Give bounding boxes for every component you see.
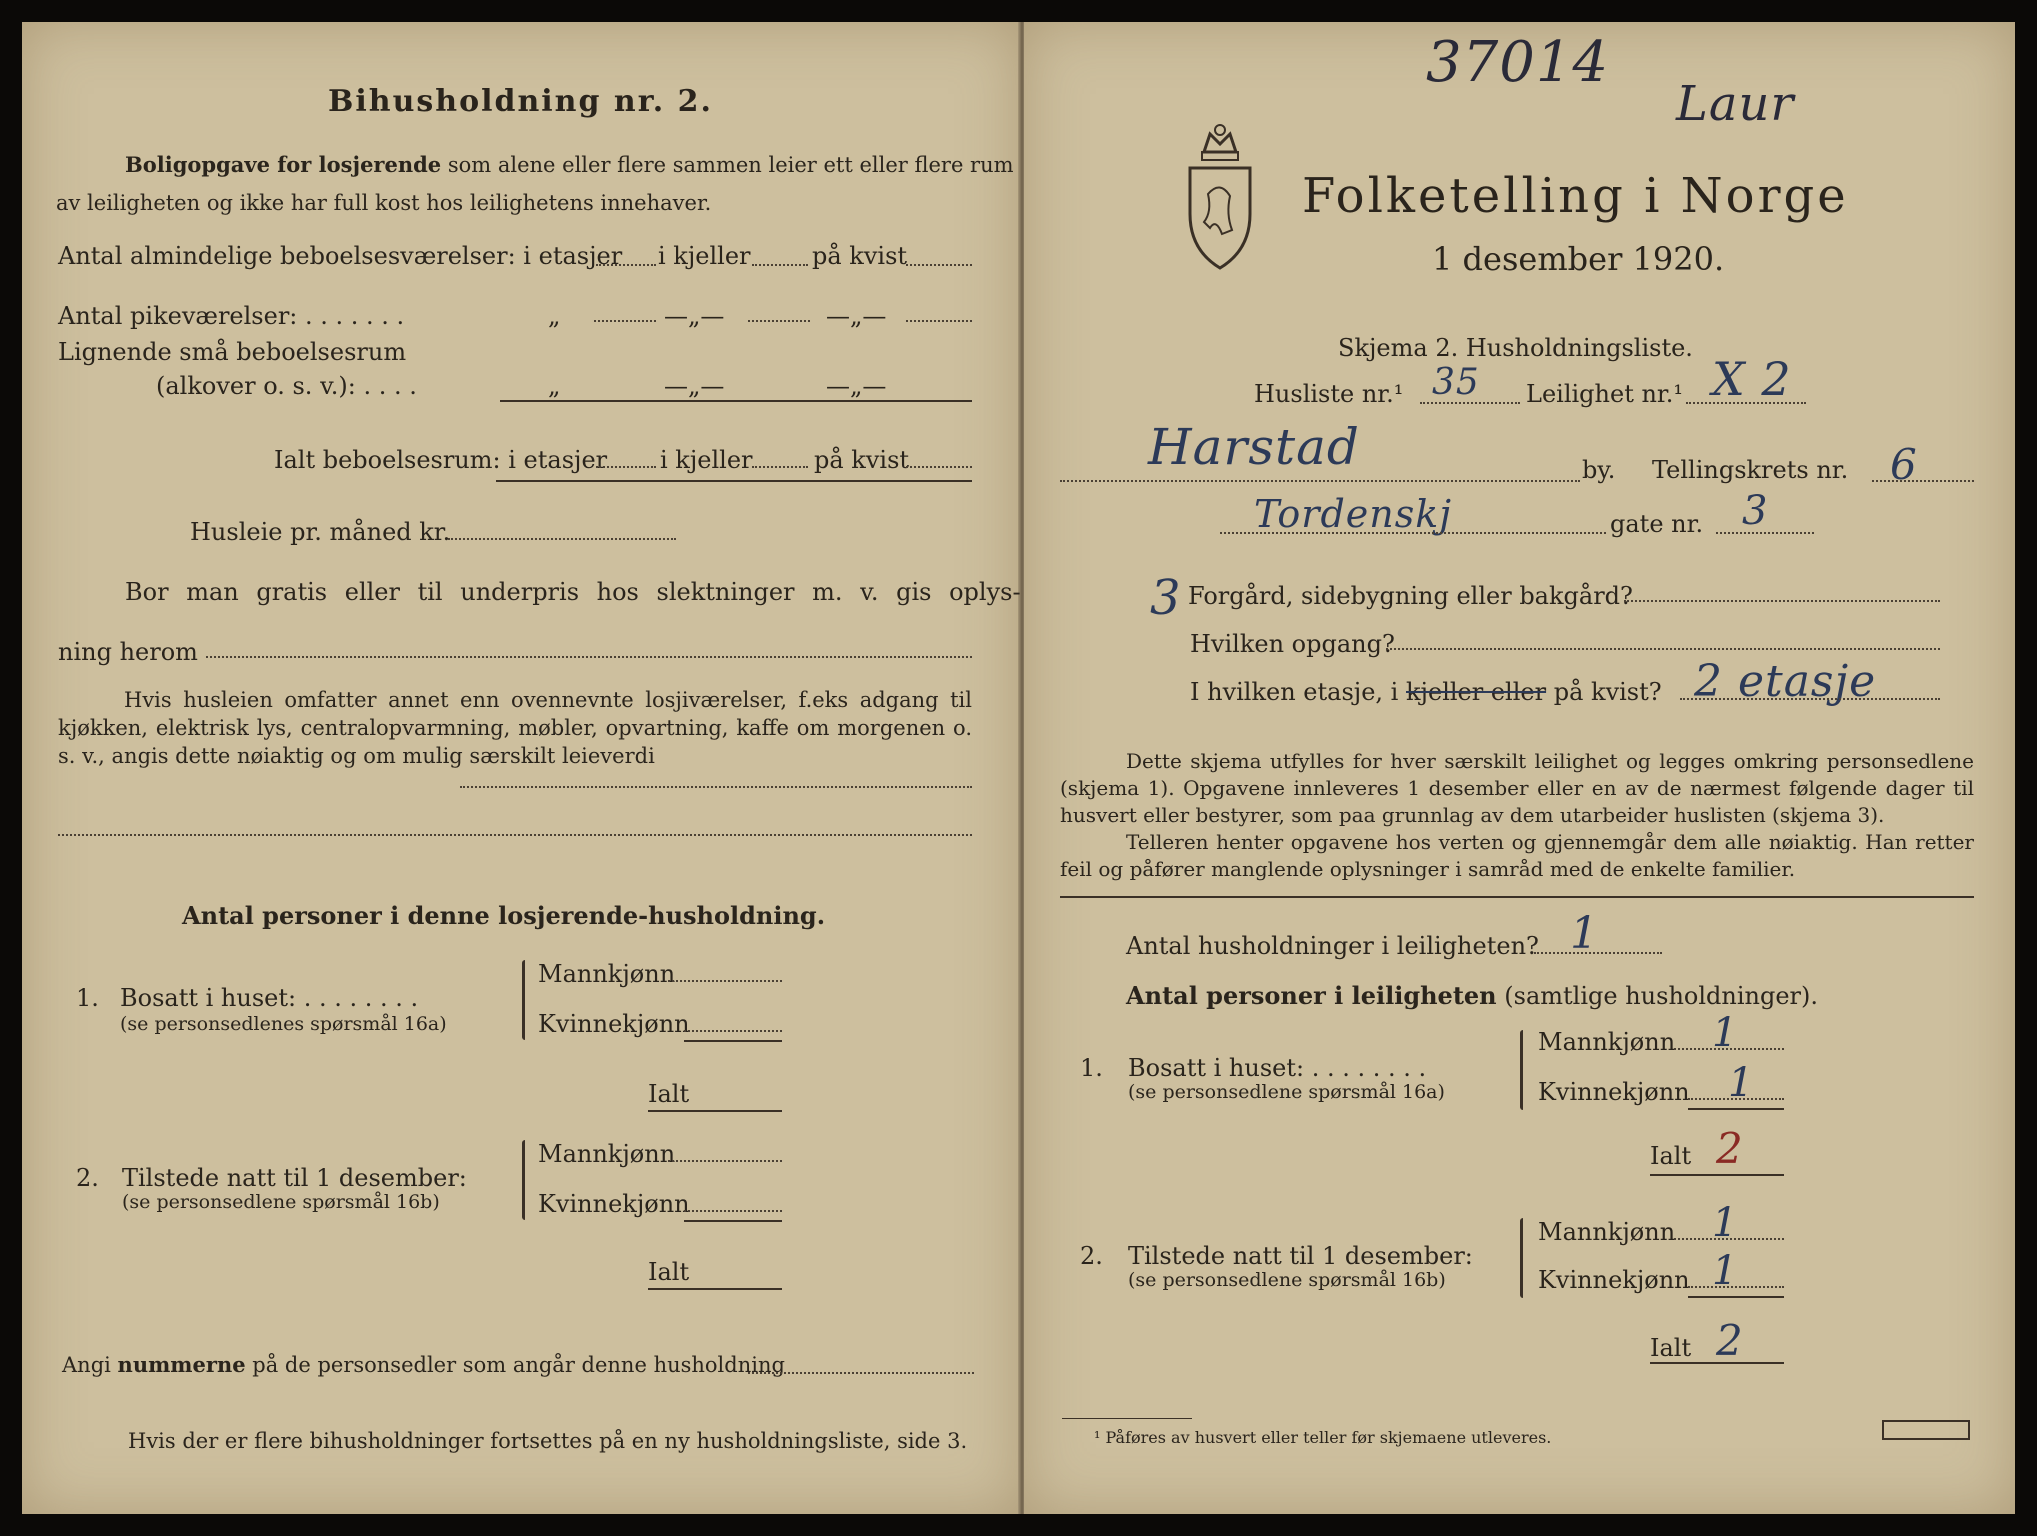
right-title: Folketelling i Norge <box>1302 168 1849 224</box>
left-q2-rule <box>684 1220 782 1222</box>
persons-heading-bold: Antal personer i leiligheten <box>1126 981 1497 1010</box>
right-q1-total-label: Ialt <box>1650 1142 1692 1170</box>
left-q2-label: Tilstede natt til 1 desember: <box>122 1164 467 1192</box>
krets-line <box>1872 480 1974 482</box>
intro-line-2: av leiligheten og ikke har full kost hos leilighetens innehaver. <box>56 191 712 215</box>
includes-line <box>460 786 972 788</box>
free-line-2: ning herom <box>58 638 198 666</box>
right-q1-sub: (se personsedlene spørsmål 16a) <box>1128 1081 1445 1103</box>
instructions-rule <box>1060 896 1974 898</box>
street-line <box>1220 532 1606 534</box>
right-q1-female-label: Kvinnekjønn <box>1538 1078 1690 1106</box>
angi-rest: på de personsedler som angår denne husholdning <box>252 1353 785 1377</box>
gate-value: 3 <box>1742 488 1769 534</box>
rooms-attic-label: på kvist <box>812 242 908 270</box>
maid-ditto-3: —„— <box>826 302 887 330</box>
rooms-cellar-label: i kjeller <box>658 242 751 270</box>
left-q2-female-label: Kvinnekjønn <box>538 1190 690 1218</box>
rooms-etasjer-line <box>596 264 656 266</box>
krets-value: 6 <box>1890 440 1918 489</box>
left-q2-male-line <box>668 1160 782 1162</box>
alcoves-label: (alkover o. s. v.): . . . . <box>156 372 417 400</box>
right-q2-male-value: 1 <box>1712 1200 1739 1246</box>
coat-of-arms-icon <box>1182 122 1258 272</box>
right-q2-male-line <box>1674 1238 1784 1240</box>
households-line <box>1534 952 1662 954</box>
left-q2-num: 2. <box>76 1164 99 1192</box>
alcove-ditto-2: —„— <box>664 372 725 400</box>
total-cellar-label: i kjeller <box>660 446 753 474</box>
left-q1-total-rule <box>648 1110 782 1112</box>
left-q1-sub: (se personsedlenes spørsmål 16a) <box>120 1013 447 1035</box>
right-q1-male-value: 1 <box>1712 1010 1739 1056</box>
left-q1-brace <box>522 960 525 1040</box>
printer-stamp <box>1882 1420 1970 1440</box>
left-q1-rule <box>684 1040 782 1042</box>
leilighet-line <box>1686 402 1806 404</box>
right-q1-male-line <box>1674 1048 1784 1050</box>
maid-line-1 <box>594 320 656 322</box>
forgard-mark: 3 <box>1150 570 1182 626</box>
includes-line-2 <box>58 834 972 836</box>
right-q1-rule <box>1688 1108 1784 1110</box>
rent-line <box>448 538 676 540</box>
right-q2-female-value: 1 <box>1712 1248 1739 1294</box>
right-q1-female-value: 1 <box>1728 1060 1755 1106</box>
handwritten-top: Laur <box>1676 76 1795 132</box>
instructions-p2: Telleren henter opgavene hos verten og gjennemgår dem alle nøiaktig. Han retter feil og påfører manglende oplysninger i samråd med de enkelte familier. <box>1060 830 1974 881</box>
left-q1-male-line <box>668 980 782 982</box>
maid-ditto-2: —„— <box>664 302 725 330</box>
leilighet-value: X 2 <box>1712 352 1792 406</box>
total-cellar-line <box>752 466 808 468</box>
town-value: Harstad <box>1148 418 1360 476</box>
free-line-1: Bor man gratis eller til underpris hos slektninger m. v. gis oplys- <box>125 578 1021 606</box>
right-q2-rule <box>1688 1296 1784 1298</box>
angi-bold: nummerne <box>117 1352 246 1377</box>
maid-line-2 <box>748 320 810 322</box>
etasje-fill <box>1680 698 1940 700</box>
etasje-label-pre: I hvilken etasje, i <box>1190 678 1399 706</box>
right-q2-num: 2. <box>1080 1242 1103 1270</box>
footnote: ¹ Påføres av husvert eller teller før skjemaene utleveres. <box>1094 1428 1552 1447</box>
alcove-ditto-3: —„— <box>826 372 887 400</box>
maid-line-3 <box>906 320 972 322</box>
right-q2-total-label: Ialt <box>1650 1334 1692 1362</box>
right-persons-heading <box>1126 982 1818 1010</box>
left-q2-total-rule <box>648 1288 782 1290</box>
town-line <box>1060 480 1580 482</box>
by-label: by. <box>1582 456 1616 484</box>
etasje-line <box>1190 678 1662 706</box>
total-attic-label: på kvist <box>814 446 910 474</box>
angi-line-fill <box>748 1372 974 1374</box>
right-q2-female-label: Kvinnekjønn <box>1538 1266 1690 1294</box>
gate-label: gate nr. <box>1610 510 1704 538</box>
right-q2-female-line <box>1688 1286 1784 1288</box>
left-q2-sub: (se personsedlene spørsmål 16b) <box>122 1191 440 1213</box>
right-q2-total-value: 2 <box>1716 1316 1744 1365</box>
krets-label: Tellingskrets nr. <box>1652 456 1849 484</box>
households-label: Antal husholdninger i leiligheten? <box>1126 932 1539 960</box>
opgang-line <box>1386 648 1940 650</box>
rooms-cellar-line <box>752 264 808 266</box>
etasje-struck: kjeller eller <box>1406 678 1547 706</box>
husliste-line <box>1420 402 1520 404</box>
footnote-rule <box>1062 1418 1192 1419</box>
right-q1-female-line <box>1688 1098 1784 1100</box>
forgard-label: Forgård, sidebygning eller bakgård? <box>1188 582 1633 610</box>
left-q1-male-label: Mannkjønn <box>538 960 676 988</box>
total-rule <box>496 480 972 482</box>
free-line <box>206 656 972 658</box>
left-q2-female-line <box>684 1210 782 1212</box>
households-value: 1 <box>1570 908 1599 959</box>
rooms-attic-line <box>906 264 972 266</box>
gate-line <box>1716 532 1814 534</box>
maid-ditto-1: „ <box>548 302 561 330</box>
etasje-label-post: på kvist? <box>1553 678 1662 706</box>
right-q1-label: Bosatt i huset: . . . . . . . . <box>1128 1054 1427 1082</box>
maid-rooms-label: Antal pikeværelser: . . . . . . . <box>58 302 405 330</box>
right-q1-total-rule <box>1650 1174 1784 1176</box>
left-footer: Hvis der er flere bihusholdninger fortsettes på en ny husholdningsliste, side 3. <box>128 1429 968 1453</box>
left-q1-female-label: Kvinnekjønn <box>538 1010 690 1038</box>
left-title: Bihusholdning nr. 2. <box>328 84 713 119</box>
archive-number: 37014 <box>1426 30 1610 95</box>
similar-rooms-label: Lignende små beboelsesrum <box>58 338 407 366</box>
left-q1-total-label: Ialt <box>648 1080 690 1108</box>
intro-rest: som alene eller flere sammen leier ett eller flere rum <box>447 153 1014 177</box>
right-q1-brace <box>1520 1030 1523 1110</box>
left-q1-num: 1. <box>76 984 99 1012</box>
alcove-ditto-1: „ <box>548 372 561 400</box>
right-q2-male-label: Mannkjønn <box>1538 1218 1676 1246</box>
left-q2-total-label: Ialt <box>648 1258 690 1286</box>
total-etasjer-line <box>596 466 656 468</box>
rent-label: Husleie pr. måned kr. <box>190 518 451 546</box>
right-q2-total-rule <box>1650 1362 1784 1364</box>
husliste-label: Husliste nr.¹ <box>1254 380 1404 408</box>
alcove-rule <box>500 400 972 402</box>
rooms-label: Antal almindelige beboelsesværelser: i etasjer <box>58 242 623 270</box>
intro-bold: Boligopgave for losjerende <box>125 152 442 177</box>
right-q1-male-label: Mannkjønn <box>1538 1028 1676 1056</box>
intro-line-1 <box>125 152 1014 178</box>
total-attic-line <box>906 466 972 468</box>
right-q1-total-value: 2 <box>1716 1124 1744 1173</box>
forgard-line <box>1624 600 1940 602</box>
left-q2-brace <box>522 1140 525 1220</box>
opgang-label: Hvilken opgang? <box>1190 630 1395 658</box>
husliste-value: 35 <box>1432 362 1480 403</box>
instructions-p1: Dette skjema utfylles for hver særskilt leilighet og legges omkring personsedlene (skjema 1). Opgavene innleveres 1 desember eller en av de nærmest følgende dager til husvert eller bestyrer, som paa grunnlag av dem utarbeider huslisten (skjema 3). <box>1060 749 1974 827</box>
right-q2-label: Tilstede natt til 1 desember: <box>1128 1242 1473 1270</box>
etasje-value: 2 etasje <box>1694 656 1877 707</box>
schema-label: Skjema 2. Husholdningsliste. <box>1338 334 1693 362</box>
includes-paragraph: Hvis husleien omfatter annet enn ovennevnte losjiværelser, f.eks adgang til kjøkken, elektrisk lys, centralopvarmning, møbler, opvartning, kaffe om morgenen o. s. v., angis dette nøiaktig og om mulig særskilt leieverdi <box>58 688 972 768</box>
left-q1-female-line <box>684 1030 782 1032</box>
right-q2-sub: (se personsedlene spørsmål 16b) <box>1128 1269 1446 1291</box>
angi-pre: Angi <box>62 1353 111 1377</box>
left-q2-male-label: Mannkjønn <box>538 1140 676 1168</box>
angi-line <box>62 1352 785 1378</box>
total-rooms-label: Ialt beboelsesrum: i etasjer <box>274 446 608 474</box>
right-q1-num: 1. <box>1080 1054 1103 1082</box>
right-q2-brace <box>1520 1218 1523 1298</box>
persons-heading-rest: (samtlige husholdninger). <box>1504 982 1819 1010</box>
left-persons-heading: Antal personer i denne losjerende-husholdning. <box>182 901 826 930</box>
left-q1-label: Bosatt i huset: . . . . . . . . <box>120 984 419 1012</box>
leilighet-label: Leilighet nr.¹ <box>1526 380 1684 408</box>
street-value: Tordenskj <box>1254 492 1453 536</box>
right-date: 1 desember 1920. <box>1432 240 1725 278</box>
